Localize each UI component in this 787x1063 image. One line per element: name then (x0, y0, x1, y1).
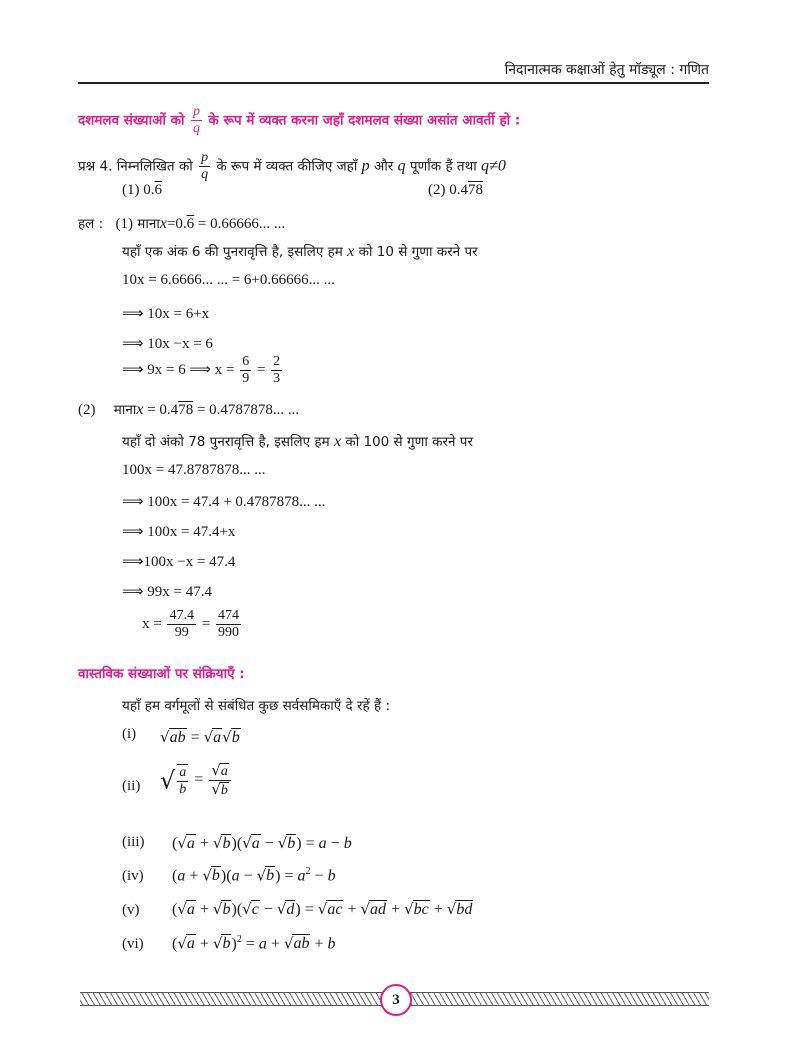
running-header: निदानात्मक कक्षाओं हेतु मॉड्यूल : गणित (504, 62, 709, 78)
question-fraction: $\frac{p}{q}$ (201, 150, 209, 182)
solution-2-line-6: ⟹100x −x = 47.4 (122, 554, 236, 570)
identity-label-4: (iv) (122, 868, 144, 884)
question-line: प्रश्न 4. निम्नलिखित को $\frac{p}{q}$ के रूप में व्यक्त कीजिए जहाँ p और q पूर्णांक हैं तथा q≠0 (78, 150, 506, 182)
identity-label-5: (v) (122, 902, 140, 918)
header-rule (78, 82, 709, 84)
section-2-intro: यहाँ हम वर्गमूलों से संबंधित कुछ सर्वसमिकाएँ दे रहें हैं : (122, 698, 390, 714)
page-number: 3 (380, 984, 412, 1016)
solution-2-line-5: ⟹ 100x = 47.4+x (122, 524, 236, 540)
question-option-1: (1) 0.6 (122, 182, 162, 198)
solution-1-line-5: ⟹ 10x −x = 6 (122, 336, 213, 352)
solution-2-line-4: ⟹ 100x = 47.4 + 0.4787878... ... (122, 494, 326, 510)
identity-label-3: (iii) (122, 834, 145, 850)
identity-5: (√a + √b)(√c − √d) = √ac + √ad + √bc + √bd (172, 900, 473, 918)
solution-1-line-2: यहाँ एक अंक 6 की पुनरावृत्ति है, इसलिए हम x को 10 से गुणा करने पर (122, 243, 478, 260)
identity-1: √ab = √a√b (160, 728, 240, 746)
solution-2-line-1: (2) मानाx = 0.478 = 0.4787878... ... (78, 401, 300, 418)
solution-2-line-3: 100x = 47.8787878... ... (122, 462, 266, 478)
solution-2-line-7: ⟹ 99x = 47.4 (122, 584, 212, 600)
section-heading-real-ops: वास्तविक संख्याओं पर संक्रियाएँ : (78, 666, 245, 682)
solution-1-line-1: हल : (1) मानाx=0.6 = 0.66666... ... (78, 215, 286, 232)
identity-6: $(√a + √b)^2 = a + √ab + b$ (172, 934, 336, 953)
identity-2: √ $\frac{a}{b}$ = $\frac{√a}{√b}$ (160, 762, 233, 799)
question-option-2: (2) 0.478 (428, 182, 483, 198)
solution-1-line-3: 10x = 6.6666... ... = 6+0.66666... ... (122, 272, 335, 288)
solution-1-line-6: ⟹ 9x = 6 ⟹ x = $\frac{6}{9}$ = $\frac{2}{3}$ (122, 354, 281, 386)
identity-label-1: (i) (122, 726, 137, 742)
identity-label-6: (vi) (122, 936, 144, 952)
identity-3: (√a + √b)(√a − √b) = a − b (172, 834, 352, 852)
solution-2-line-2: यहाँ दो अंको 78 पुनरावृत्ति है, इसलिए हम x को 100 से गुणा करने पर (122, 433, 473, 450)
identity-label-2: (ii) (122, 778, 141, 794)
heading-fraction-p-q: $\frac{p}{q}$ (192, 104, 200, 136)
section-heading-decimal: दशमलव संख्याओं को $\frac{p}{q}$ के रूप में व्यक्त करना जहाँ दशमलव संख्या असांत आवर्ती हो : (78, 104, 521, 136)
solution-2-line-8: x = $\frac{47.4}{99}$ = $\frac{474}{990}$ (142, 608, 239, 640)
solution-1-line-4: ⟹ 10x = 6+x (122, 306, 210, 322)
identity-4: $(a + √b)(a - √b) = a^2 - b$ (172, 866, 336, 885)
